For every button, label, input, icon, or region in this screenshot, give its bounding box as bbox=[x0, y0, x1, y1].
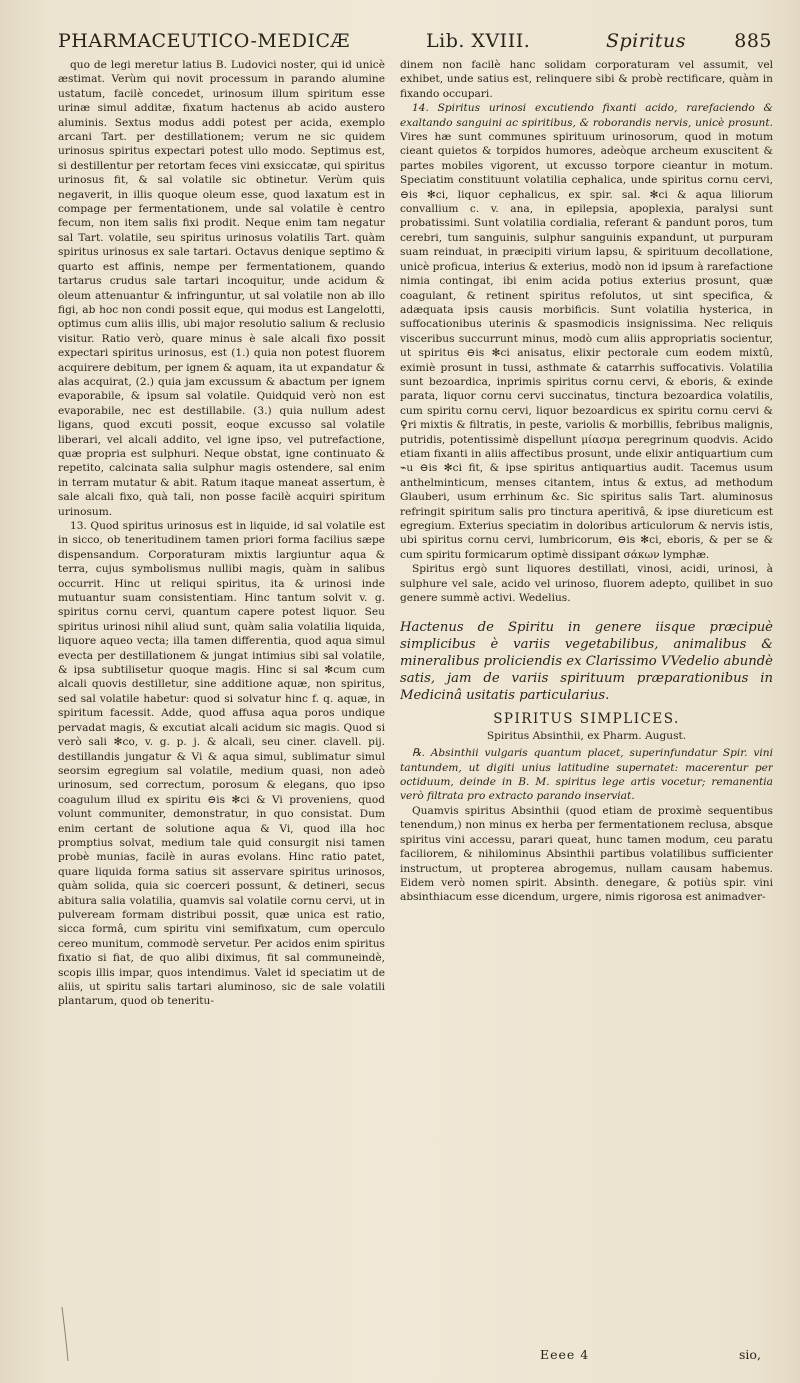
interlude-heading: Hactenus de Spiritu in genere iisque præcipuè simplicibus è variis vegetabilibus, animalibus & mineralibus proliciendis ex Clarissimo VVedelio abundè satis, jam de variis spirituum præparationibus in Medicinâ usitatis particularius. bbox=[400, 620, 773, 704]
page-number: 885 bbox=[734, 30, 772, 52]
recipe-text: ℞. Absinthii vulgaris quantum placet, superinfundatur Spir. vini tantundem, ut digiti unius latitudine supernatet: macerentur per octiduum, deinde in B. M. spiritus lege artis vocetur; remanentia verò filtrata pro extracto parando inserviat. bbox=[400, 747, 773, 803]
paragraph-14 bbox=[400, 101, 773, 562]
running-header bbox=[58, 30, 772, 60]
paragraph-continuation: dinem non facilè hanc solidam corporaturam vel assumit, vel exhibet, unde satius est, relinquere sibi & probè rectificare, quàm in fixando occupari. bbox=[400, 59, 773, 100]
catchword: sio, bbox=[739, 1347, 761, 1362]
signature-mark: Eeee 4 bbox=[540, 1347, 590, 1362]
ink-stroke-mark bbox=[60, 1305, 72, 1363]
running-title: PHARMACEUTICO-MEDICÆ bbox=[58, 30, 351, 52]
book-number: Lib. XVIII. bbox=[426, 30, 531, 52]
paragraph-14-body: Vires hæ sunt communes spirituum urinosorum, quod in motum cieant quietos & torpidos humores, adeòque archeum exuscitent & partes mobiles vigorent, ut excusso torpore cieantur in motum. Speciatim constituunt volatilia cephalica, unde spiritus cornu cervi, ⊖is ✻ci, liquor cephalicus, ex spir. sal. ✻ci & aqua liliorum convallium c. v. ana, in epilepsia, apoplexia, paralysi sunt probatissimi. Sunt volatilia cordialia, referant & pandunt poros, tum cerebri, tum sanguinis, sulphur sanguinis expandunt, ut purpuram suam reinduat, in præcipiti virium lapsu, & spirituum decollatione, unicè proficua, interius & exterius, modò non id ipsum à rarefactione nimia contingat, ibi enim acida potius exterius prosunt, quæ coagulant, & retinent spiritus refolutos, ut sint specifica, & adæquata ipsis causis morbificis. Sunt volatilia hysterica, in suffocationibus uterinis & spasmodicis insignissima. Nec reliquis visceribus succurrunt minus, modò cum aliis appropriatis socientur, ut spiritus ⊖is ✻ci anisatus, elixir pectorale cum eodem mixtû, eximiè prosunt in tussi, asthmate & catarrhis suffocativis. Volatilia sunt bezoardica, inprimis spiritus cornu cervi, & eboris, & exinde parata, liquor cornu cervi succinatus, tinctura bezoardica volatilis, cum spiritu cornu cervi, liquor bezoardicus ex spiritu cornu cervi & ♀ri mixtis & filtratis, in peste, variolis & morbillis, febribus malignis, putridis, potentissimè dispellunt μίασμα peregrinum quodvis. Acido etiam fixanti in aliis affectibus prosunt, unde elixir antiquartium cum ⌁u ⊖is ✻ci fit, & ipse spiritus antiquartius audit. Tacemus usum anthelminticum, menses citantem, intus & extus, ad methodum Glauberi, usum errhinum &c. Sic spiritus salis Tart. aluminosus refringit spiritum salis pro tinctura aperitivâ, & ipse diureticum est egregium. Exterius speciatim in doloribus articulorum & nervis istis, ubi spiritus cornu cervi, lumbricorum, ⊖is ✻ci, eboris, & per se & cum spiritu formicarum optimè dissipant σάκων lymphæ. bbox=[400, 131, 773, 561]
paragraph-13: 13. Quod spiritus urinosus est in liquide, id sal volatile est in sicco, ob teneritudinem tamen priori forma facilius sæpe dispensandum. Corporaturam mixtis largiuntur aqua & terra, cujus symbolismus nullibi magis, quàm in salibus occurrit. Hinc ut reliqui spiritus, ita & urinosi inde mutuantur suam consistentiam. Hinc tantum solvit v. g. spiritus cornu cervi, quantum capere potest liquor. Seu spiritus urinosi nihil aliud sunt, quàm salia volatilia liquida, liquore aqueo vecta; illa tamen differentia, quod aqua simul evecta per destillationem & jungat intimius sibi sal volatile, & ipsa subtilisetur quoque magis. Hinc si sal ✻cum cum alcali quovis destilletur, sine additione aquæ, non spiritus, sed sal volatile habetur: quod si solvatur hinc f. q. aquæ, in spiritum facessit. Adde, quod affusa aqua poros undique pervadat magis, & excutiat alcali acidum sic magis. Quod si verò sali ✻co, v. g. p. j. & alcali, seu ciner. clavell. pij. destillandis jungatur & Vi & aqua simul, sublimatur simul seorsim egregium sal volatile, medium quasi, non adeò urinosum, sed correctum, porosum & elegans, quo ipso coagulum illud ex spiritu ⊖is ✻ci & Vi proveniens, quod volunt communiter, demonstratur, in quo consistat. Dum enim certant de solutione aqua & Vi, quod illa hoc promptius solvat, medium tale quid consurgit nisi tamen probè munias, facilè in auras evolans. Hinc ratio patet, quare liquida forma satius sit asservare spiritus urinosos, quàm solida, quia sic coerceri possunt, & detineri, secus abitura salia volatilia, quamvis sal volatile cornu cervi, ut in pulveream formam distribui possit, quæ unica est ratio, sicca formâ, cum spiritu vini semifixatum, cum operculo cereo munitum, commodè servetur. Per acidos enim spiritus fixatio si fiat, de quo alibi diximus, fit sal communeindè, scopis illis impar, quos intendimus. Valet id speciatim ut de aliis, ut spiritu salis tartari aluminoso, sic de sale volatili plantarum, quod ob teneritu- bbox=[58, 520, 385, 1008]
section-heading-spiritus-simplices: SPIRITUS SIMPLICES. bbox=[493, 711, 680, 728]
right-column bbox=[400, 58, 773, 1365]
left-column bbox=[58, 58, 385, 1365]
section-title: Spiritus bbox=[606, 30, 687, 52]
paragraph-14-heading: 14. Spiritus urinosi excutiendo fixanti acido, rarefaciendo & exaltando sanguini ac spiritibus, & roborandis nervis, unicè prosunt. bbox=[400, 102, 773, 129]
paragraph-continued: quo de legi meretur latius B. Ludovici noster, qui id unicè æstimat. Verùm qui novit processum in parando alumine ustatum, facilè concedet, urinosum illum spiritum esse urinæ simul additæ, fixatum hactenus ab acido austero aluminis. Sextus modus addi potest per acida, exemplo arcani Tart. per destillationem; verum ne sic quidem urinosus spiritus expectari potest ullo modo. Septimus est, si destillentur per retortam feces vini exsiccatæ, qui spiritus urinosus fit, & sal volatile sic obtinetur. Verùm quis negaverit, in illis quoque oleum esse, quod laxatum est in compage per fermentationem, unde sal volatile è centro fecum, non item salis fixi prodit. Neque enim tam negatur sal Tart. volatile, seu spiritus urinosus volatilis Tart. quàm spiritus urinosus ex sale tartari. Octavus denique septimo & quarto est affinis, nempe per fermentationem, quando tartarus crudus sale tartari incoquitur, unde acidum & oleum attenuantur & infringuntur, ut sal volatile non ab illo figi, ab hoc non condi possit eque, qui modus est Langelotti, optimus cum aliis illis, ubi major resolutio salium & reclusio visitur. Ratio verò, quare minus è sale alcali fixo possit expectari spiritus urinosus, est (1.) quia non potest fluorem acquirere debitum, per ignem & aquam, ita ut expandatur & alas acquirat, (2.) quia jam excussum & abactum per ignem evaporabile, & ipsum sal volatile. Quidquid verò non est evaporabile, nec est destillabile. (3.) quia nullum adest ligans, quod excuti possit, eoque excusso sal volatile liberari, vel alcali addito, vel igne ipso, vel putrefactione, quæ propria est sulphuri. Neque obstat, igne continuato & repetito, calcinata salia sulphur magis ostendere, sal enim in terram mutatur & abit. Ratum itaque maneat assertum, è sale alcali fixo, quà tali, non posse facilè acquiri spiritum urinosum. bbox=[58, 59, 385, 518]
paragraph-14-close: Spiritus ergò sunt liquores destillati, vinosi, acidi, urinosi, à sulphure vel sale, acido vel urinoso, fluorem adepto, quilibet in suo genere summè activi. Wedelius. bbox=[400, 563, 773, 605]
commentary-paragraph: Quamvis spiritus Absinthii (quod etiam de proximè sequentibus tenendum,) non minus ex herba per fermentationem reclusa, absque spiritus vini accessu, parari queat, hunc tamen modum, ceu paratu faciliorem, & nihilominus Absinthii partibus volatilibus sufficienter instructum, ut propterea abrogemus, nullam causam habemus. Eidem verò nomen spirit. Absinth. denegare, & potiùs spir. vini absinthiacum esse dicendum, urgere, nimis rigorosa est animadver- bbox=[400, 804, 773, 904]
recipe-title: Spiritus Absinthii, ex Pharm. August. bbox=[486, 729, 687, 742]
